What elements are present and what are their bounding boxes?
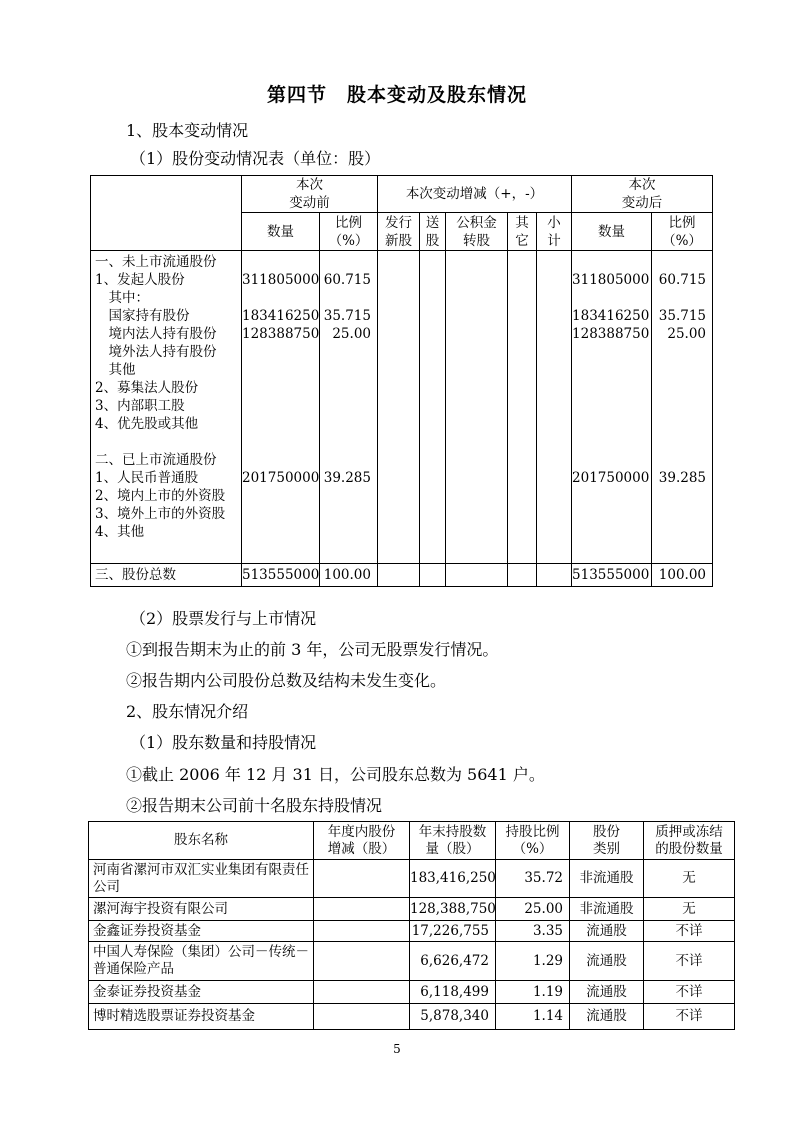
share-change bbox=[314, 921, 410, 942]
table-row bbox=[89, 1004, 735, 1030]
pledge-status: 无 bbox=[644, 860, 735, 898]
ratio-cell: 39.285 bbox=[323, 470, 371, 486]
label-other-2: 4、其他 bbox=[95, 524, 145, 540]
qty-cell bbox=[242, 343, 313, 361]
header-reserve: 公积金 转股 bbox=[446, 213, 508, 251]
label-domestic-foreign: 2、境内上市的外资股 bbox=[95, 488, 226, 504]
top-ten-caption: ②报告期末公司前十名股东持股情况 bbox=[126, 796, 383, 815]
qty-cell: 128388750 bbox=[572, 326, 650, 342]
total-label: 三、股份总数 bbox=[91, 564, 242, 587]
qty-cell bbox=[572, 343, 645, 361]
qty-cell: 311805000 bbox=[572, 272, 650, 288]
qty-cell: 311805000 bbox=[242, 272, 320, 288]
issuance-paragraph-2: ②报告期内公司股份总数及结构未发生变化。 bbox=[126, 671, 447, 690]
qty-cell: 183416250 bbox=[242, 308, 320, 324]
table-row-shares-body bbox=[91, 251, 713, 564]
ratio-before-column bbox=[320, 251, 378, 564]
qty-cell: 201750000 bbox=[572, 470, 650, 486]
ratio-cell bbox=[320, 415, 371, 433]
shareholder-sub-heading: （1）股东数量和持股情况 bbox=[130, 733, 317, 752]
ratio-cell: 39.285 bbox=[658, 470, 707, 486]
header-pledge: 质押或冻结 的股份数量 bbox=[644, 822, 735, 860]
table-header-row bbox=[89, 822, 735, 860]
share-change-heading: 1、股本变动情况 bbox=[126, 121, 249, 140]
qty-cell bbox=[572, 505, 645, 523]
qty-cell bbox=[242, 361, 313, 379]
share-type: 流通股 bbox=[570, 921, 644, 942]
table-row-total bbox=[91, 564, 713, 587]
header-bonus: 送 股 bbox=[420, 213, 446, 251]
ratio-cell: 35.715 bbox=[323, 308, 371, 324]
ratio-cell bbox=[320, 505, 371, 523]
qty-cell bbox=[242, 505, 313, 523]
ratio-cell bbox=[652, 397, 706, 415]
qty-after-column bbox=[572, 251, 652, 564]
qty-cell bbox=[242, 289, 313, 307]
ratio-cell bbox=[652, 415, 706, 433]
label-rmb-common: 1、人民币普通股 bbox=[95, 470, 199, 486]
share-change bbox=[314, 1004, 410, 1030]
pledge-status: 不详 bbox=[644, 1004, 735, 1030]
shareholder-name: 漯河海宇投资有限公司 bbox=[89, 898, 314, 921]
qty-cell bbox=[242, 487, 313, 505]
subtotal-column bbox=[537, 251, 572, 564]
ratio-after-column bbox=[652, 251, 713, 564]
label-raised-legal: 2、募集法人股份 bbox=[95, 380, 199, 396]
header-ratio: 持股比例 （%） bbox=[496, 822, 570, 860]
shareholder-name: 金鑫证券投资基金 bbox=[89, 921, 314, 942]
qty-cell bbox=[572, 397, 645, 415]
label-listed: 二、已上市流通股份 bbox=[95, 452, 217, 468]
holding-ratio: 3.35 bbox=[496, 921, 570, 942]
ratio-cell bbox=[652, 487, 706, 505]
total-ratio-after: 100.00 bbox=[652, 564, 713, 587]
shares-held: 6,626,472 bbox=[410, 942, 496, 981]
issuance-paragraph-1: ①到报告期末为止的前 3 年，公司无股票发行情况。 bbox=[126, 640, 499, 659]
table-row bbox=[89, 860, 735, 898]
ratio-cell: 60.715 bbox=[658, 272, 707, 288]
share-type: 流通股 bbox=[570, 942, 644, 981]
header-subtotal: 小 计 bbox=[537, 213, 572, 251]
ratio-cell bbox=[320, 523, 371, 541]
ratio-cell: 35.715 bbox=[658, 308, 707, 324]
shareholder-name: 金泰证券投资基金 bbox=[89, 981, 314, 1004]
qty-cell bbox=[572, 379, 645, 397]
label-employee: 3、内部职工股 bbox=[95, 398, 185, 414]
qty-cell bbox=[572, 361, 645, 379]
ratio-cell bbox=[320, 451, 371, 469]
ratio-cell bbox=[320, 397, 371, 415]
header-issue: 发行 新股 bbox=[378, 213, 420, 251]
ratio-cell bbox=[652, 289, 706, 307]
table-row bbox=[89, 981, 735, 1004]
shareholder-name: 河南省漯河市双汇实业集团有限责任公司 bbox=[89, 860, 314, 898]
qty-cell bbox=[572, 289, 645, 307]
page-number: 5 bbox=[393, 1042, 401, 1056]
section-title: 第四节 股本变动及股东情况 bbox=[266, 84, 527, 106]
ratio-cell: 60.715 bbox=[323, 272, 371, 288]
reserve-column bbox=[446, 251, 508, 564]
header-change: 本次变动增减（+，-） bbox=[378, 176, 572, 213]
share-change bbox=[314, 942, 410, 981]
holding-ratio: 25.00 bbox=[496, 898, 570, 921]
pledge-status: 不详 bbox=[644, 942, 735, 981]
table-row bbox=[89, 921, 735, 942]
issuance-heading: （2）股票发行与上市情况 bbox=[130, 609, 317, 628]
label-foreign-legal: 境外法人持有股份 bbox=[95, 344, 217, 360]
share-type: 流通股 bbox=[570, 1004, 644, 1030]
qty-cell bbox=[242, 415, 313, 433]
qty-cell bbox=[572, 451, 645, 469]
qty-cell bbox=[242, 397, 313, 415]
label-other: 其他 bbox=[95, 362, 136, 378]
other-column bbox=[508, 251, 537, 564]
share-type: 流通股 bbox=[570, 981, 644, 1004]
holding-ratio: 1.14 bbox=[496, 1004, 570, 1030]
qty-cell bbox=[242, 379, 313, 397]
ratio-cell bbox=[652, 451, 706, 469]
table-row bbox=[89, 898, 735, 921]
qty-cell bbox=[572, 487, 645, 505]
holding-ratio: 35.72 bbox=[496, 860, 570, 898]
ratio-cell bbox=[320, 343, 371, 361]
share-type: 非流通股 bbox=[570, 860, 644, 898]
header-before: 本次 变动前 bbox=[242, 176, 378, 213]
label-including: 其中： bbox=[95, 290, 149, 306]
share-change bbox=[314, 860, 410, 898]
header-after: 本次 变动后 bbox=[572, 176, 713, 213]
total-ratio: 100.00 bbox=[320, 564, 378, 587]
ratio-cell bbox=[652, 379, 706, 397]
shares-held: 128,388,750 bbox=[410, 898, 496, 921]
qty-cell bbox=[572, 415, 645, 433]
header-type: 股份 类别 bbox=[570, 822, 644, 860]
header-name: 股东名称 bbox=[89, 822, 314, 860]
qty-cell: 183416250 bbox=[572, 308, 650, 324]
qty-cell bbox=[242, 253, 313, 271]
header-ratio-after: 比例 （%） bbox=[652, 213, 713, 251]
qty-cell: 201750000 bbox=[242, 470, 320, 486]
share-change bbox=[314, 898, 410, 921]
pledge-status: 不详 bbox=[644, 921, 735, 942]
shareholder-heading: 2、股东情况介绍 bbox=[126, 702, 249, 721]
total-qty-after: 513555000 bbox=[572, 564, 652, 587]
ratio-cell bbox=[320, 253, 371, 271]
header-other: 其 它 bbox=[508, 213, 537, 251]
share-change-table bbox=[90, 175, 713, 587]
ratio-cell bbox=[320, 487, 371, 505]
shareholder-name: 博时精选股票证券投资基金 bbox=[89, 1004, 314, 1030]
pledge-status: 无 bbox=[644, 898, 735, 921]
shares-held: 6,118,499 bbox=[410, 981, 496, 1004]
bonus-column bbox=[420, 251, 446, 564]
ratio-cell bbox=[320, 289, 371, 307]
ratio-cell bbox=[652, 361, 706, 379]
label-unlisted: 一、未上市流通股份 bbox=[95, 254, 217, 270]
top-shareholders-table bbox=[88, 821, 735, 1030]
holding-ratio: 1.29 bbox=[496, 942, 570, 981]
share-change bbox=[314, 981, 410, 1004]
table-row bbox=[89, 942, 735, 981]
shares-held: 183,416,250 bbox=[410, 860, 496, 898]
share-category-labels bbox=[91, 251, 242, 564]
header-shares: 年末持股数 量（股） bbox=[410, 822, 496, 860]
ratio-cell bbox=[652, 505, 706, 523]
header-qty-after: 数量 bbox=[572, 213, 652, 251]
header-qty: 数量 bbox=[242, 213, 320, 251]
shareholder-count-paragraph: ①截止 2006 年 12 月 31 日，公司股东总数为 5641 户。 bbox=[126, 765, 545, 784]
ratio-cell bbox=[652, 523, 706, 541]
qty-cell bbox=[572, 253, 645, 271]
pledge-status: 不详 bbox=[644, 981, 735, 1004]
ratio-cell: 25.00 bbox=[667, 326, 707, 342]
qty-before-column bbox=[242, 251, 320, 564]
header-blank bbox=[91, 176, 242, 251]
shares-held: 17,226,755 bbox=[410, 921, 496, 942]
label-promoter: 1、发起人股份 bbox=[95, 272, 185, 288]
label-domestic-legal: 境内法人持有股份 bbox=[95, 326, 217, 342]
total-qty: 513555000 bbox=[242, 564, 320, 587]
header-change: 年度内股份 增减（股） bbox=[314, 822, 410, 860]
qty-cell bbox=[242, 451, 313, 469]
shares-held: 5,878,340 bbox=[410, 1004, 496, 1030]
label-overseas-foreign: 3、境外上市的外资股 bbox=[95, 506, 226, 522]
qty-cell bbox=[242, 523, 313, 541]
ratio-cell bbox=[652, 253, 706, 271]
shareholder-name: 中国人寿保险（集团）公司－传统－普通保险产品 bbox=[89, 942, 314, 981]
ratio-cell bbox=[652, 343, 706, 361]
label-state-owned: 国家持有股份 bbox=[95, 308, 190, 324]
issue-column bbox=[378, 251, 420, 564]
ratio-cell bbox=[320, 361, 371, 379]
qty-cell bbox=[572, 523, 645, 541]
label-preferred: 4、优先股或其他 bbox=[95, 416, 199, 432]
share-change-table-caption: （1）股份变动情况表（单位：股） bbox=[130, 149, 381, 168]
ratio-cell: 25.00 bbox=[332, 326, 371, 342]
share-type: 非流通股 bbox=[570, 898, 644, 921]
holding-ratio: 1.19 bbox=[496, 981, 570, 1004]
qty-cell: 128388750 bbox=[242, 326, 320, 342]
ratio-cell bbox=[320, 379, 371, 397]
header-ratio: 比例 （%） bbox=[320, 213, 378, 251]
